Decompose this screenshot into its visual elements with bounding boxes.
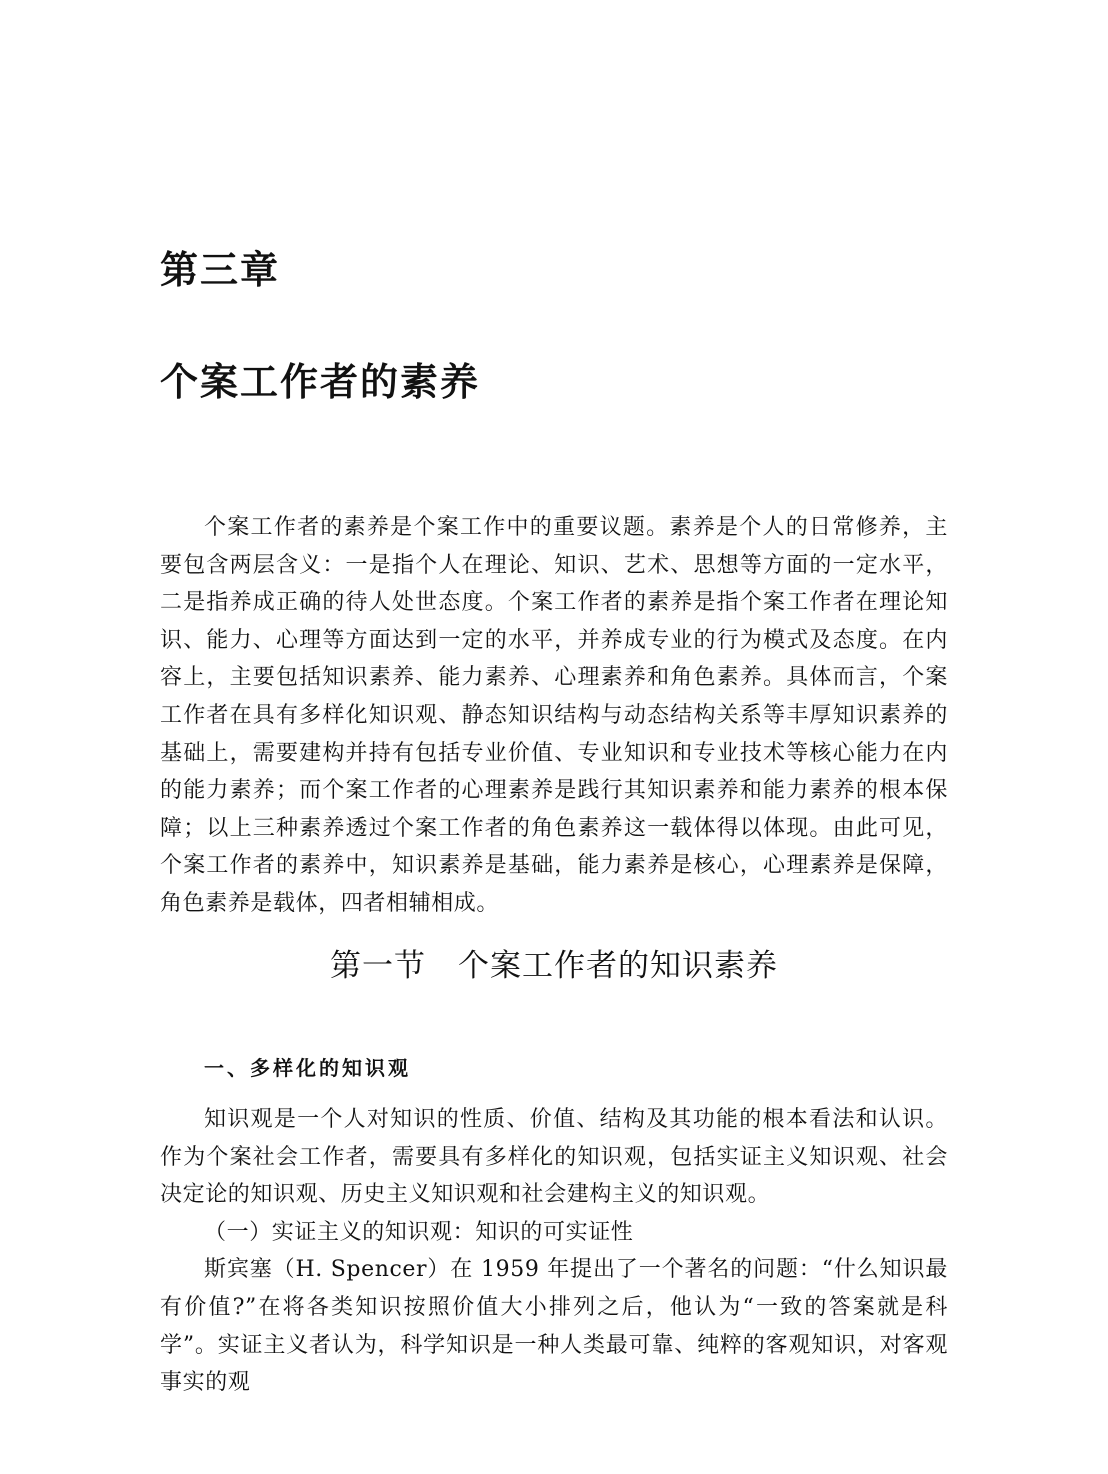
chapter-label: 第三章 [160, 248, 281, 292]
chapter-title: 个案工作者的素养 [160, 360, 481, 404]
body-paragraph-2: 斯宾塞（H. Spencer）在 1959 年提出了一个著名的问题：“什么知识最有价值?”在将各类知识按照价值大小排列之后，他认为“一致的答案就是科学”。实证主义者认为，科学知识是一种人类最可靠、纯粹的客观知识，对客观事实的观 [160, 1257, 948, 1396]
sub-point-heading: （一）实证主义的知识观：知识的可实证性 [204, 1219, 634, 1245]
subsection-heading: 一、多样化的知识观 [204, 1056, 411, 1080]
body-paragraph-1: 知识观是一个人对知识的性质、价值、结构及其功能的根本看法和认识。作为个案社会工作者，需要具有多样化的知识观，包括实证主义知识观、社会决定论的知识观、历史主义知识观和社会建构主义的知识观。 [160, 1107, 948, 1208]
section-heading: 第一节 个案工作者的知识素养 [330, 948, 778, 984]
intro-block [160, 509, 948, 923]
intro-paragraph: 个案工作者的素养是个案工作中的重要议题。素养是个人的日常修养，主要包含两层含义：一是指个人在理论、知识、艺术、思想等方面的一定水平，二是指养成正确的待人处世态度。个案工作者的素养是指个案工作者在理论知识、能力、心理等方面达到一定的水平，并养成专业的行为模式及态度。在内容上，主要包括知识素养、能力素养、心理素养和角色素养。具体而言，个案工作者在具有多样化知识观、静态知识结构与动态结构关系等丰厚知识素养的基础上，需要建构并持有包括专业价值、专业知识和专业技术等核心能力在内的能力素养；而个案工作者的心理素养是践行其知识素养和能力素养的根本保障；以上三种素养透过个案工作者的角色素养这一载体得以体现。由此可见，个案工作者的素养中，知识素养是基础，能力素养是核心，心理素养是保障，角色素养是载体，四者相辅相成。 [160, 515, 948, 916]
section-body [160, 1101, 948, 1402]
